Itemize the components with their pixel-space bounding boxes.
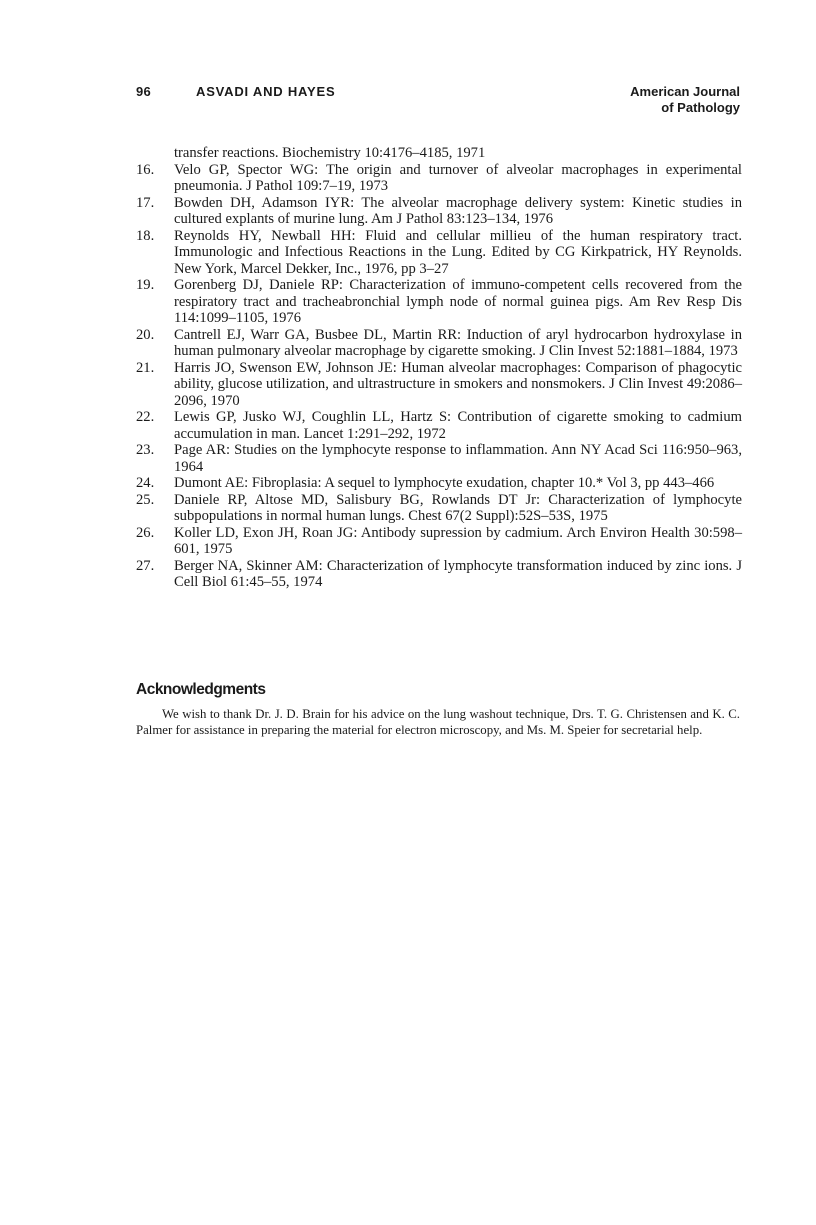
reference-item (136, 162, 742, 195)
page-number: 96 (136, 84, 152, 99)
reference-text: Koller LD, Exon JH, Roan JG: Antibody supression by cadmium. Arch Environ Health 30:598–601, 1975 (174, 524, 742, 557)
reference-continuation: transfer reactions. Biochemistry 10:4176–4185, 1971 (174, 145, 486, 161)
reference-text: Dumont AE: Fibroplasia: A sequel to lymphocyte exudation, chapter 10.* Vol 3, pp 443–466 (174, 475, 715, 491)
reference-text: Gorenberg DJ, Daniele RP: Characterization of immuno-competent cells recovered from the respiratory tract and tracheabronchial lymph node of normal guinea pigs. Am Rev Resp Dis 114:1099–1105, 1976 (174, 277, 742, 326)
reference-number: 21. (136, 359, 155, 376)
reference-number: 22. (136, 409, 155, 425)
reference-number: 27. (136, 557, 155, 574)
reference-item (136, 195, 742, 228)
reference-item (136, 277, 742, 327)
journal-name (630, 84, 740, 116)
reference-text: Harris JO, Swenson EW, Johnson JE: Human alveolar macrophages: Comparison of phagocytic ability, glucose utilization, and ultrastructure in smokers and nonsmokers. J Clin Invest 49:2086–2096, 1970 (174, 359, 742, 409)
reference-number: 16. (136, 161, 155, 178)
journal-name-line1: American Journal (630, 84, 740, 99)
reference-text: Berger NA, Skinner AM: Characterization of lymphocyte transformation induced by zinc ions. J Cell Biol 61:45–55, 1974 (174, 557, 742, 590)
running-head-authors: ASVADI AND HAYES (196, 84, 336, 99)
reference-item (136, 228, 742, 278)
reference-item (136, 525, 742, 558)
reference-item (136, 475, 742, 492)
reference-item (136, 492, 742, 525)
acknowledgments-body: We wish to thank Dr. J. D. Brain for his advice on the lung washout technique, Drs. T. G. Christensen and K. C. Palmer for assistance in preparing the material for electron microscopy, and Ms. M. Speier for secretarial help. (136, 707, 740, 737)
journal-name-line2: of Pathology (661, 100, 740, 115)
reference-item (136, 558, 742, 591)
reference-number: 18. (136, 227, 155, 244)
acknowledgments-heading: Acknowledgments (136, 681, 266, 698)
reference-text: Page AR: Studies on the lymphocyte response to inflammation. Ann NY Acad Sci 116:950–963, 1964 (174, 442, 742, 475)
reference-number: 20. (136, 326, 155, 343)
reference-item (136, 327, 742, 360)
reference-number: 19. (136, 277, 155, 293)
reference-number: 23. (136, 442, 155, 458)
reference-item (136, 442, 742, 475)
reference-text: Cantrell EJ, Warr GA, Busbee DL, Martin RR: Induction of aryl hydrocarbon hydroxylase in human pulmonary alveolar macrophage by cigarette smoking. J Clin Invest 52:1881–1884, 1973 (174, 326, 742, 359)
reference-text: Velo GP, Spector WG: The origin and turnover of alveolar macrophages in experimental pneumonia. J Pathol 109:7–19, 1973 (174, 161, 742, 194)
reference-number: 25. (136, 491, 155, 508)
reference-text: Lewis GP, Jusko WJ, Coughlin LL, Hartz S: Contribution of cigarette smoking to cadmium accumulation in man. Lancet 1:291–292, 1972 (174, 409, 742, 442)
reference-text: Reynolds HY, Newball HH: Fluid and cellular millieu of the human respiratory tract. Immunologic and Infectious Reactions in the Lung. Edited by CG Kirkpatrick, HY Reynolds. New York, Marcel Dekker, Inc., 1976, pp 3–27 (174, 227, 742, 277)
reference-number: 17. (136, 194, 155, 211)
reference-item (136, 409, 742, 442)
reference-text: Bowden DH, Adamson IYR: The alveolar macrophage delivery system: Kinetic studies in cultured explants of murine lung. Am J Pathol 83:123–134, 1976 (174, 194, 742, 227)
reference-text: Daniele RP, Altose MD, Salisbury BG, Rowlands DT Jr: Characterization of lymphocyte subpopulations in normal human lungs. Chest 67(2 Suppl):52S–53S, 1975 (174, 491, 742, 524)
reference-number: 26. (136, 524, 155, 541)
reference-list (136, 145, 742, 591)
reference-item (136, 360, 742, 410)
page-header (136, 84, 740, 120)
reference-number: 24. (136, 475, 155, 491)
